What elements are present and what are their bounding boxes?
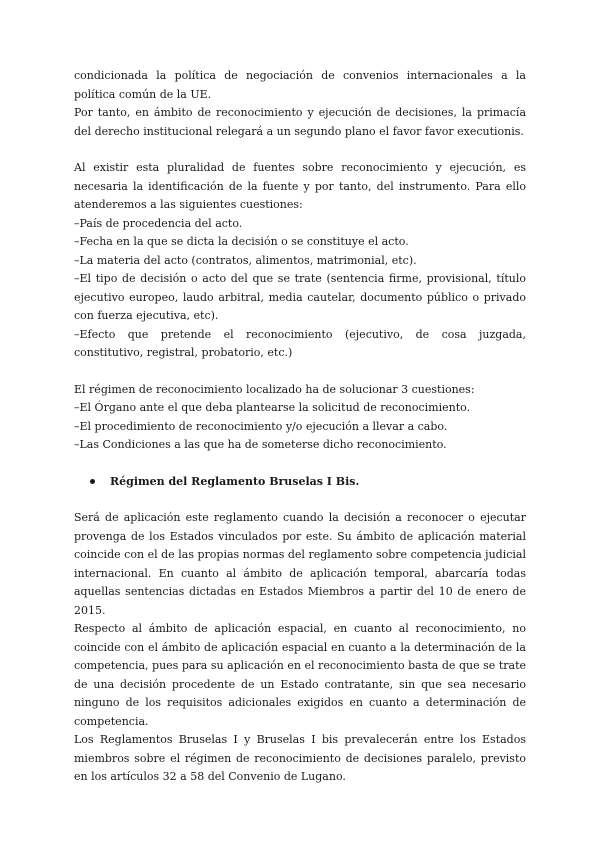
list-item: –País de procedencia del acto.: [74, 216, 243, 230]
paragraph: Respecto al ámbito de aplicación espacial, en cuanto al reconocimiento, no coincide con el ámbito de aplicación espacial en cuanto a la determinación de la competencia, pues para su aplicación en el reconocimiento basta de que se trate de una decisión procedente de un Estado contratante, sin que sea necesario ninguno de los requisitos adicionales exigidos en cuanto a determinación de competencia.: [74, 622, 526, 728]
paragraph: condicionada la política de negociación de convenios internacionales a la política común de la UE.: [74, 69, 526, 101]
paragraph: El régimen de reconocimiento localizado ha de solucionar 3 cuestiones:: [74, 382, 475, 396]
list-item: –El Órgano ante el que deba plantearse la solicitud de reconocimiento.: [74, 401, 471, 414]
list-item: –Fecha en la que se dicta la decisión o se constituye el acto.: [74, 235, 409, 248]
spacer: [74, 141, 526, 159]
list-item: –Efecto que pretende el reconocimiento (ejecutivo, de cosa juzgada, constitutivo, registral, probatorio, etc.): [74, 327, 526, 359]
page-content: [74, 67, 526, 787]
paragraph: Será de aplicación este reglamento cuando la decisión a reconocer o ejecutar provenga de los Estados vinculados por este. Su ámbito de aplicación material coincide con el de las propias normas del reglamento sobre competencia judicial internacional. En cuanto al ámbito de aplicación temporal, abarcaría todas aquellas sentencias dictadas en Estados Miembros a partir del 10 de enero de 2015.: [74, 511, 526, 617]
spacer: [74, 363, 526, 381]
paragraph: Los Reglamentos Bruselas I y Bruselas I bis prevalecerán entre los Estados miembros sobre el régimen de reconocimiento de decisiones paralelo, previsto en los artículos 32 a 58 del Convenio de Lugano.: [74, 733, 526, 783]
paragraph: Al existir esta pluralidad de fuentes sobre reconocimiento y ejecución, es necesaria la identificación de la fuente y por tanto, del instrumento. Para ello atenderemos a las siguientes cuestiones:: [74, 161, 526, 211]
list-item: –El tipo de decisión o acto del que se trate (sentencia firme, provisional, título ejecutivo europeo, laudo arbitral, media cautelar, documento público o privado con fuerza ejecutiva, etc).: [74, 272, 526, 322]
spacer: [74, 491, 526, 509]
spacer: [74, 455, 526, 473]
section-heading: [90, 473, 526, 492]
section-heading-text: Régimen del Reglamento Bruselas I Bis.: [110, 474, 360, 488]
bullet-icon: [90, 479, 95, 484]
list-item: –El procedimiento de reconocimiento y/o ejecución a llevar a cabo.: [74, 419, 448, 433]
list-item: –La materia del acto (contratos, alimentos, matrimonial, etc).: [74, 253, 417, 267]
paragraph: Por tanto, en ámbito de reconocimiento y ejecución de decisiones, la primacía del derecho institucional relegará a un segundo plano el favor favor executionis.: [74, 106, 526, 138]
list-item: –Las Condiciones a las que ha de someterse dicho reconocimiento.: [74, 438, 447, 451]
